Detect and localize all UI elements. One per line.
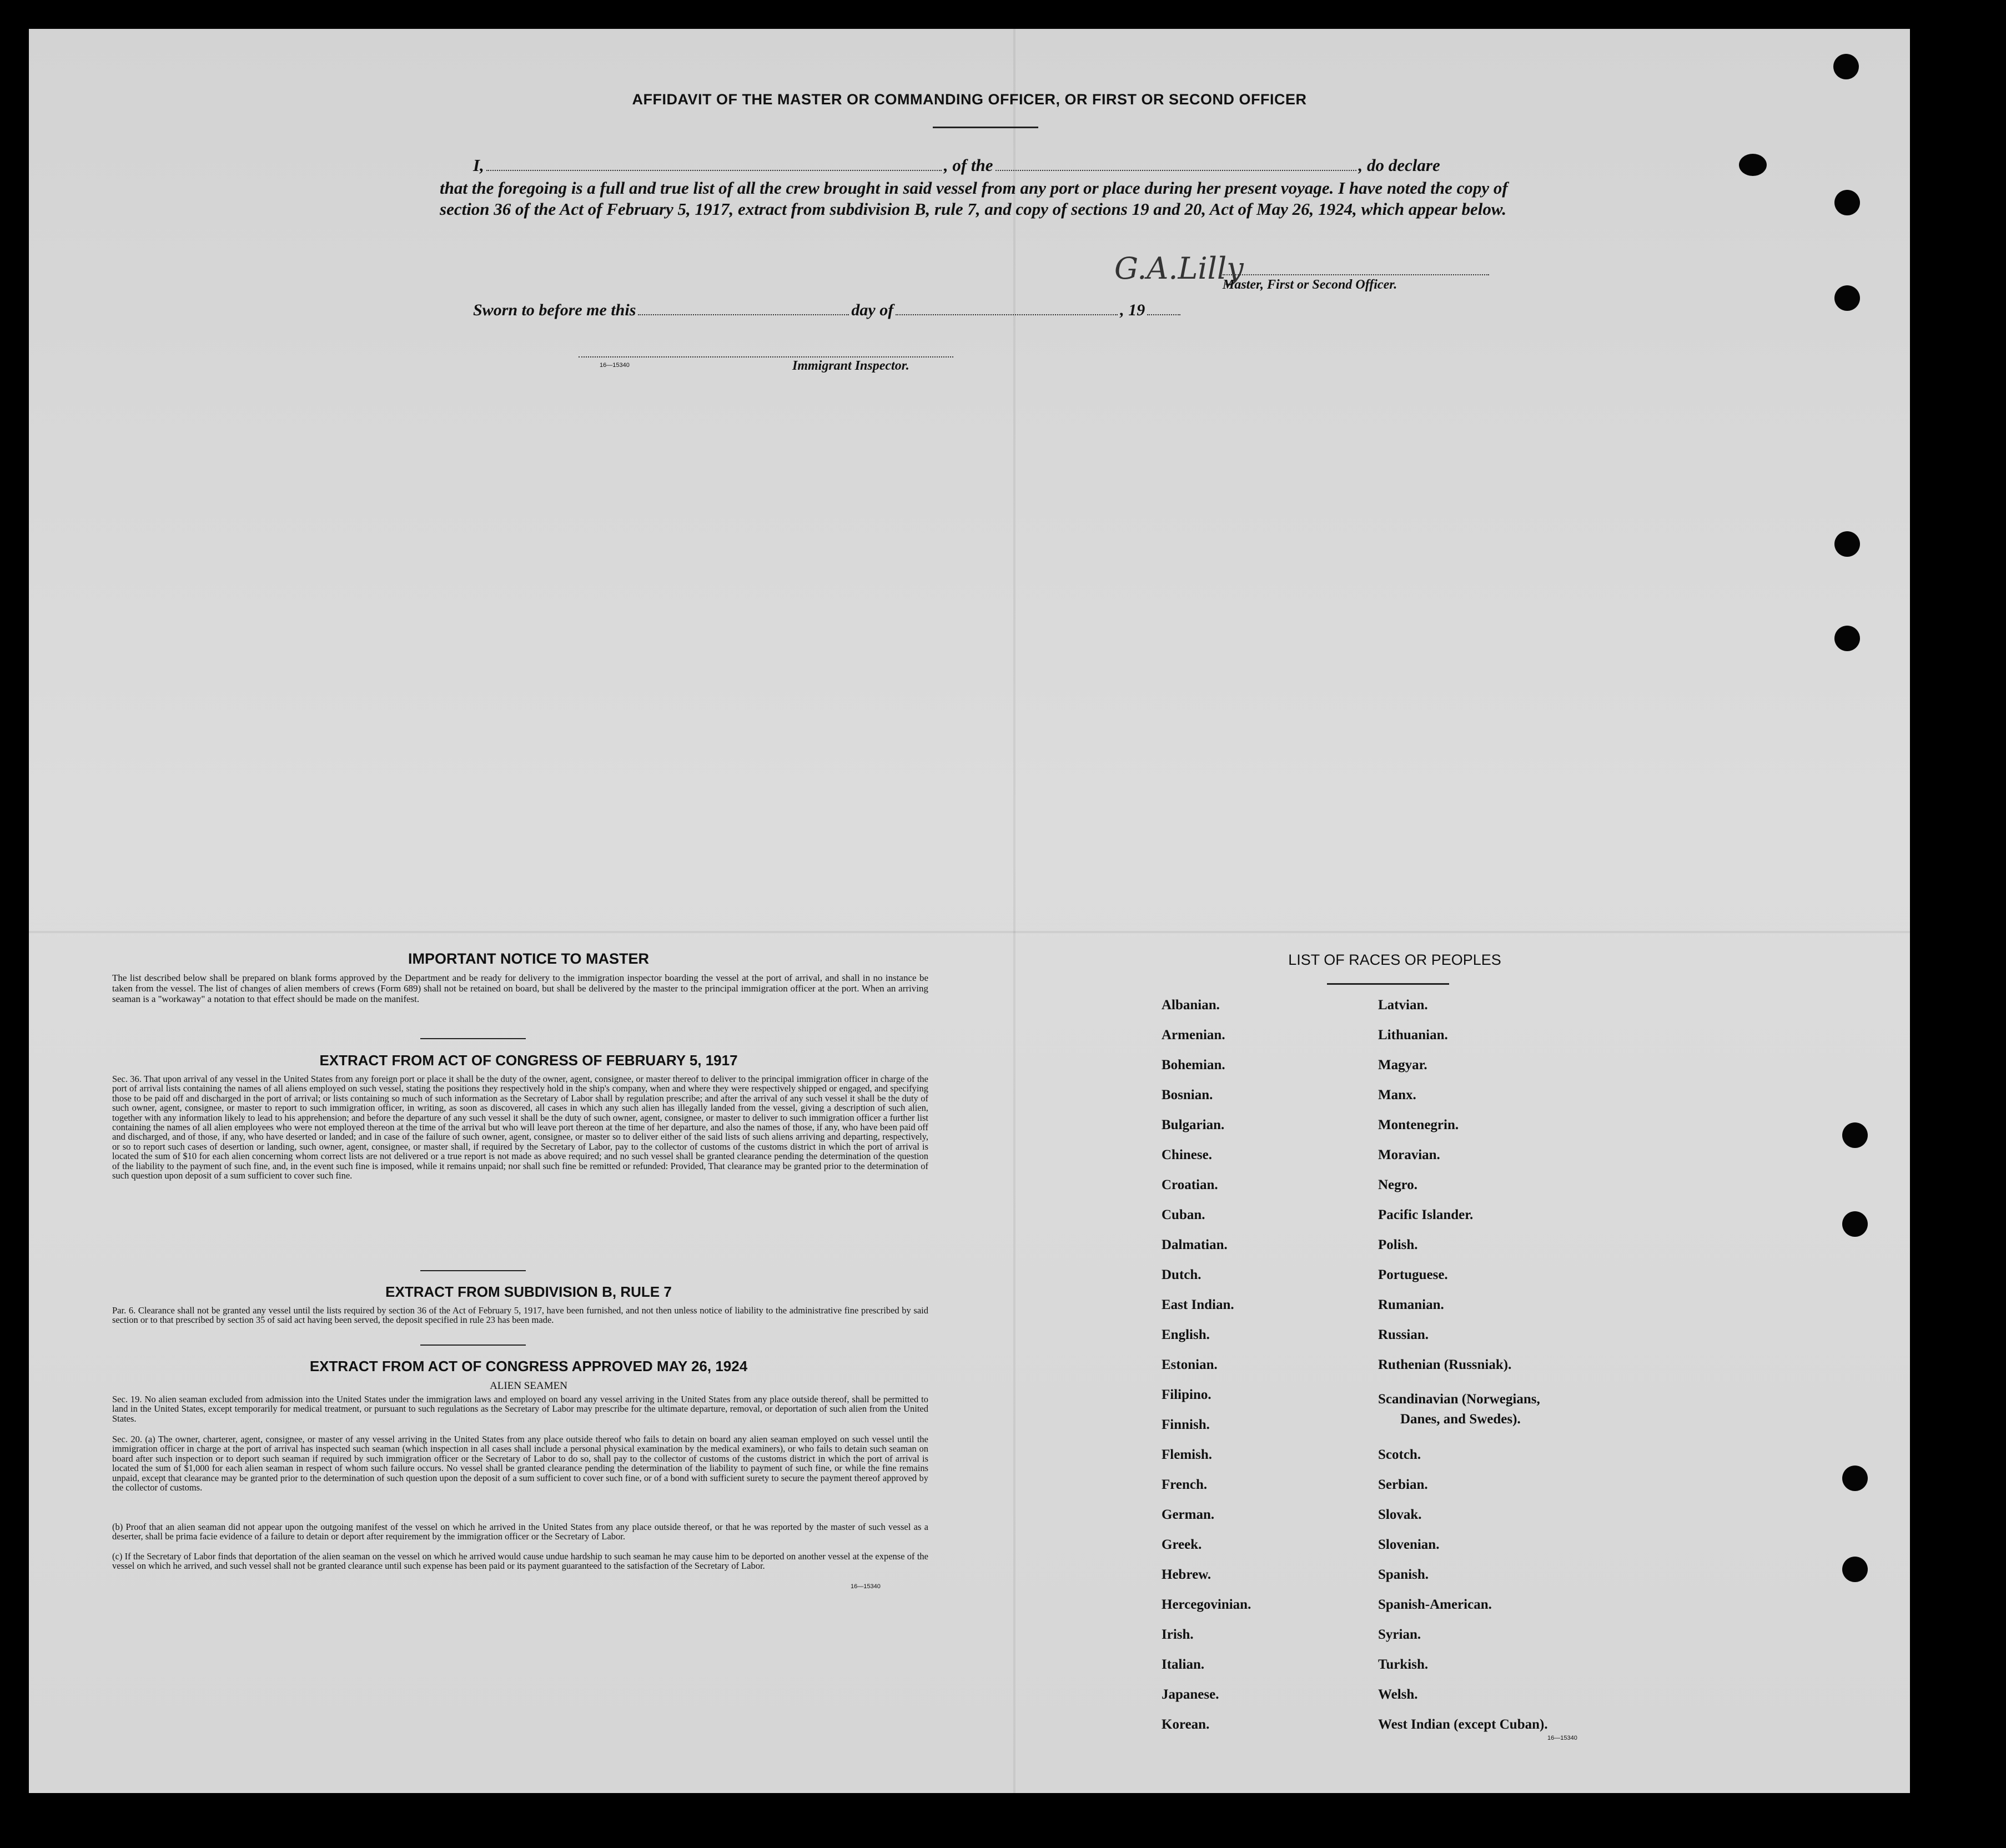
race-left-12: English. [1162, 1327, 1210, 1342]
race-left-8: Cuban. [1162, 1207, 1205, 1222]
sworn-month-blank[interactable] [896, 314, 1118, 315]
rule-1 [420, 1038, 526, 1039]
race-right-10: Portuguese. [1378, 1267, 1448, 1282]
year-blank[interactable] [1147, 314, 1180, 315]
race-right-12: Russian. [1378, 1327, 1429, 1342]
rule-3 [420, 1345, 526, 1346]
race-left-2: Armenian. [1162, 1028, 1225, 1043]
label-of-the: , of the [943, 155, 993, 175]
sec-19: Sec. 19. No alien seaman excluded from admission into the United States under the immigration laws and employed on board any vessel arriving in the United States from any place outside thereof, shall be permitted to land in the United States, except temporarily for medical treatment, or pursuant to such regulations as the Secretary of Labor may prescribe for the ultimate departure, removal, or deportation of such alien from the United States. [112, 1394, 928, 1424]
fold-line-horizontal [29, 931, 1910, 933]
affidavit-form-number: 16—15340 [600, 362, 630, 369]
extract-form-number: 16—15340 [851, 1583, 881, 1590]
extract-1917-title: EXTRACT FROM ACT OF CONGRESS OF FEBRUARY 5, 1917 [319, 1052, 738, 1069]
year-label: , 19 [1120, 301, 1145, 319]
race-right-22: Turkish. [1378, 1657, 1429, 1672]
race-right-20: Spanish-American. [1378, 1597, 1492, 1612]
label-i: I, [473, 155, 484, 175]
document-sheet [29, 29, 1910, 1793]
race-left-11: East Indian. [1162, 1297, 1234, 1312]
race-left-14: Filipino. [1162, 1387, 1211, 1402]
punch-hole [1834, 531, 1860, 557]
race-left-17: French. [1162, 1477, 1208, 1492]
affidavit-title: AFFIDAVIT OF THE MASTER OR COMMANDING OFFICER, OR FIRST OR SECOND OFFICER [632, 91, 1307, 108]
inspector-signature-line [579, 356, 953, 357]
race-right-16: Serbian. [1378, 1477, 1428, 1492]
punch-hole [1834, 626, 1860, 651]
race-left-24: Japanese. [1162, 1687, 1219, 1702]
notice-title: IMPORTANT NOTICE TO MASTER [408, 950, 649, 967]
races-rule [1327, 983, 1449, 985]
punch-hole [1842, 1466, 1868, 1491]
race-left-13: Estonian. [1162, 1357, 1218, 1372]
race-right-14: Scandinavian (Norwegians, [1378, 1392, 1540, 1407]
race-right-23: Welsh. [1378, 1687, 1418, 1702]
signature-line [1223, 274, 1489, 275]
race-right-15: Scotch. [1378, 1447, 1421, 1462]
name-blank[interactable] [486, 170, 942, 171]
sec-20a: Sec. 20. (a) The owner, charterer, agent, consignee, or master of any vessel arriving in the United States from any place outside thereof who fails to detain on board any alien seaman employed on such vessel until the immigration officer in charge at the port of arrival has inspected such seaman (which inspection in all cases shall include a personal physical examination by the medical examiners), or who fails to detain such seaman on board after such inspection or to deport such seaman if required by such immigration officer or the Secretary of Labor to do so, shall pay to the collector of customs of the customs district in which the port of arrival is located the sum of $1,000 for each alien seaman in respect of whom such failure occurs. No vessel shall be granted clearance pending the determination of the liability to payment of such fine, or while the fine remains unpaid, except that clearance may be granted prior to the determination of such question upon the deposit of a sum sufficient to cover such fine, or of a bond with sufficient surety to secure the payment thereof approved by the collector of customs. [112, 1434, 928, 1493]
race-left-10: Dutch. [1162, 1267, 1201, 1282]
extract-1917-body: Sec. 36. That upon arrival of any vessel in the United States from any foreign port or place it shall be the duty of the owner, agent, consignee, or master thereof to deliver to the principal immigration officer in charge of the port of arrival lists containing the names of all aliens employed on such vessel, stating the positions they respectively hold in the ship's company, when and where they were respectively shipped or engaged, and specifying those to be paid off and discharged in the port of arrival; or lists containing so much of such information as the Secretary of Labor shall by regulation prescribe; and after the arrival of any such vessel it shall be the duty of such owner, agent, consignee, or master to report to such immigration officer, in writing, as soon as discovered, all cases in which any such alien has illegally landed from the vessel, giving a description of such alien, together with any information likely to lead to his apprehension; and before the departure of any such vessel it shall be the duty of such owner, agent, consignee, or master to deliver to such immigration officer a further list containing the names of all alien employees who were not employed thereon at the time of the arrival but who will leave port thereon at the time of her departure, and also the names of those, if any, who have been paid off and discharged, and of those, if any, who have deserted or landed; and in case of the failure of such owner, agent, consignee, or master so to deliver either of the said lists of such aliens arriving and departing, respectively, or so to report such cases of desertion or landing, such owner, agent, consignee, or master shall, if required by the Secretary of Labor, pay to the collector of customs of the customs district in which the port of arrival is located the sum of $10 for each alien concerning whom correct lists are not delivered or a true report is not made as above required; and no such vessel shall be granted clearance pending the determination of the question of the liability to the payment of such fine, and, in the event such fine is imposed, while it remains unpaid; nor shall such fine be remitted or refunded: Provided, That clearance may be granted prior to the determination of such question upon deposit of a sum sufficient to cover such fine. [112, 1074, 928, 1181]
race-left-5: Bulgarian. [1162, 1117, 1225, 1132]
race-left-3: Bohemian. [1162, 1058, 1225, 1072]
affidavit-declaration-line [473, 155, 1440, 175]
race-right-2: Lithuanian. [1378, 1028, 1448, 1043]
race-left-16: Flemish. [1162, 1447, 1212, 1462]
race-right-6: Moravian. [1378, 1147, 1440, 1162]
race-right-4: Manx. [1378, 1087, 1416, 1102]
extract-rule7-title: EXTRACT FROM SUBDIVISION B, RULE 7 [385, 1283, 672, 1300]
punch-hole [1834, 285, 1860, 311]
punch-hole [1842, 1557, 1868, 1582]
race-right-3: Magyar. [1378, 1058, 1427, 1072]
race-left-22: Irish. [1162, 1627, 1194, 1642]
race-right-13: Ruthenian (Russniak). [1378, 1357, 1512, 1372]
extract-1924-subtitle: ALIEN SEAMEN [490, 1380, 567, 1392]
sec-20c: (c) If the Secretary of Labor finds that deportation of the alien seaman on the vessel on which he arrived would cause undue hardship to such seaman he may cause him to be deported on another vessel at the expense of the vessel on which he arrived, and such vessel shall not be granted clearance until such expense has been paid or its payment guaranteed to the satisfaction of the Secretary of Labor. [112, 1551, 928, 1572]
race-left-18: German. [1162, 1507, 1215, 1522]
race-right-8: Pacific Islander. [1378, 1207, 1474, 1222]
sworn-line [473, 301, 1183, 320]
master-signature: G.A.Lilly [1114, 251, 1244, 286]
fold-line-vertical [1013, 29, 1015, 1793]
punch-hole [1842, 1211, 1868, 1237]
race-right-7: Negro. [1378, 1177, 1418, 1192]
notice-body: The list described below shall be prepared on blank forms approved by the Department and be ready for delivery to the immigration inspector boarding the vessel at the port of arrival, and shall in no instance be taken from the vessel. The list of changes of alien members of crews (Form 689) shall not be retained on board, but shall be delivered by the master to the principal immigration officer at the port. When an arriving seaman is a "workaway" a notation to that effect should be made on the manifest. [112, 973, 928, 1004]
extract-1924-title: EXTRACT FROM ACT OF CONGRESS APPROVED MAY 26, 1924 [309, 1358, 748, 1374]
extract-rule7-body: Par. 6. Clearance shall not be granted any vessel until the lists required by section 36 of the Act of February 5, 1917, have been furnished, and not then unless notice of liability to the administrative fine prescribed by said section or to that prescribed by section 35 of said act having been served, the deposit specified in rule 23 has been made. [112, 1305, 928, 1326]
race-left-23: Italian. [1162, 1657, 1205, 1672]
punch-hole [1739, 154, 1767, 176]
race-left-7: Croatian. [1162, 1177, 1218, 1192]
punch-hole [1833, 54, 1859, 79]
race-left-4: Bosnian. [1162, 1087, 1213, 1102]
races-title: LIST OF RACES OR PEOPLES [1288, 951, 1501, 968]
label-do-declare: , do declare [1358, 155, 1440, 175]
race-right-19: Spanish. [1378, 1567, 1429, 1582]
race-right-5: Montenegrin. [1378, 1117, 1459, 1132]
race-left-20: Hebrew. [1162, 1567, 1211, 1582]
punch-hole [1842, 1122, 1868, 1148]
rule-2 [420, 1270, 526, 1271]
sec-20b: (b) Proof that an alien seaman did not appear upon the outgoing manifest of the vessel on which he arrived in the United States from any place outside thereof, or that he was reported by the master of such vessel as a deserter, shall be prima facie evidence of a failure to detain or deport after requirement by the immigration officer or the Secretary of Labor. [112, 1522, 928, 1542]
race-left-19: Greek. [1162, 1537, 1202, 1552]
race-left-1: Albanian. [1162, 998, 1220, 1013]
race-right-24: West Indian (except Cuban). [1378, 1717, 1548, 1732]
races-form-number: 16—15340 [1547, 1735, 1577, 1741]
race-left-6: Chinese. [1162, 1147, 1212, 1162]
vessel-blank[interactable] [996, 170, 1356, 171]
signature-caption: Master, First or Second Officer. [1223, 278, 1397, 292]
race-right-17: Slovak. [1378, 1507, 1422, 1522]
inspector-caption: Immigrant Inspector. [792, 359, 909, 373]
race-left-21: Hercegovinian. [1162, 1597, 1251, 1612]
race-right-18: Slovenian. [1378, 1537, 1440, 1552]
race-left-9: Dalmatian. [1162, 1237, 1228, 1252]
affidavit-body: that the foregoing is a full and true list of all the crew brought in said vessel from any port or place during her present voyage. I have noted the copy of section 36 of the Act of February 5, 1917, extract from subdivision B, rule 7, and copy of sections 19 and 20, Act of May 26, 1924, which appear below. [440, 178, 1508, 219]
race-right-14b: Danes, and Swedes). [1400, 1412, 1521, 1427]
race-left-15: Finnish. [1162, 1417, 1210, 1432]
race-right-9: Polish. [1378, 1237, 1418, 1252]
sworn-label: Sworn to before me this [473, 301, 636, 319]
sworn-day-blank[interactable] [638, 314, 849, 315]
title-rule [933, 127, 1038, 128]
punch-hole [1834, 190, 1860, 215]
race-right-11: Rumanian. [1378, 1297, 1444, 1312]
race-left-25: Korean. [1162, 1717, 1210, 1732]
race-right-21: Syrian. [1378, 1627, 1421, 1642]
race-right-1: Latvian. [1378, 998, 1428, 1013]
day-of-label: day of [851, 301, 894, 319]
